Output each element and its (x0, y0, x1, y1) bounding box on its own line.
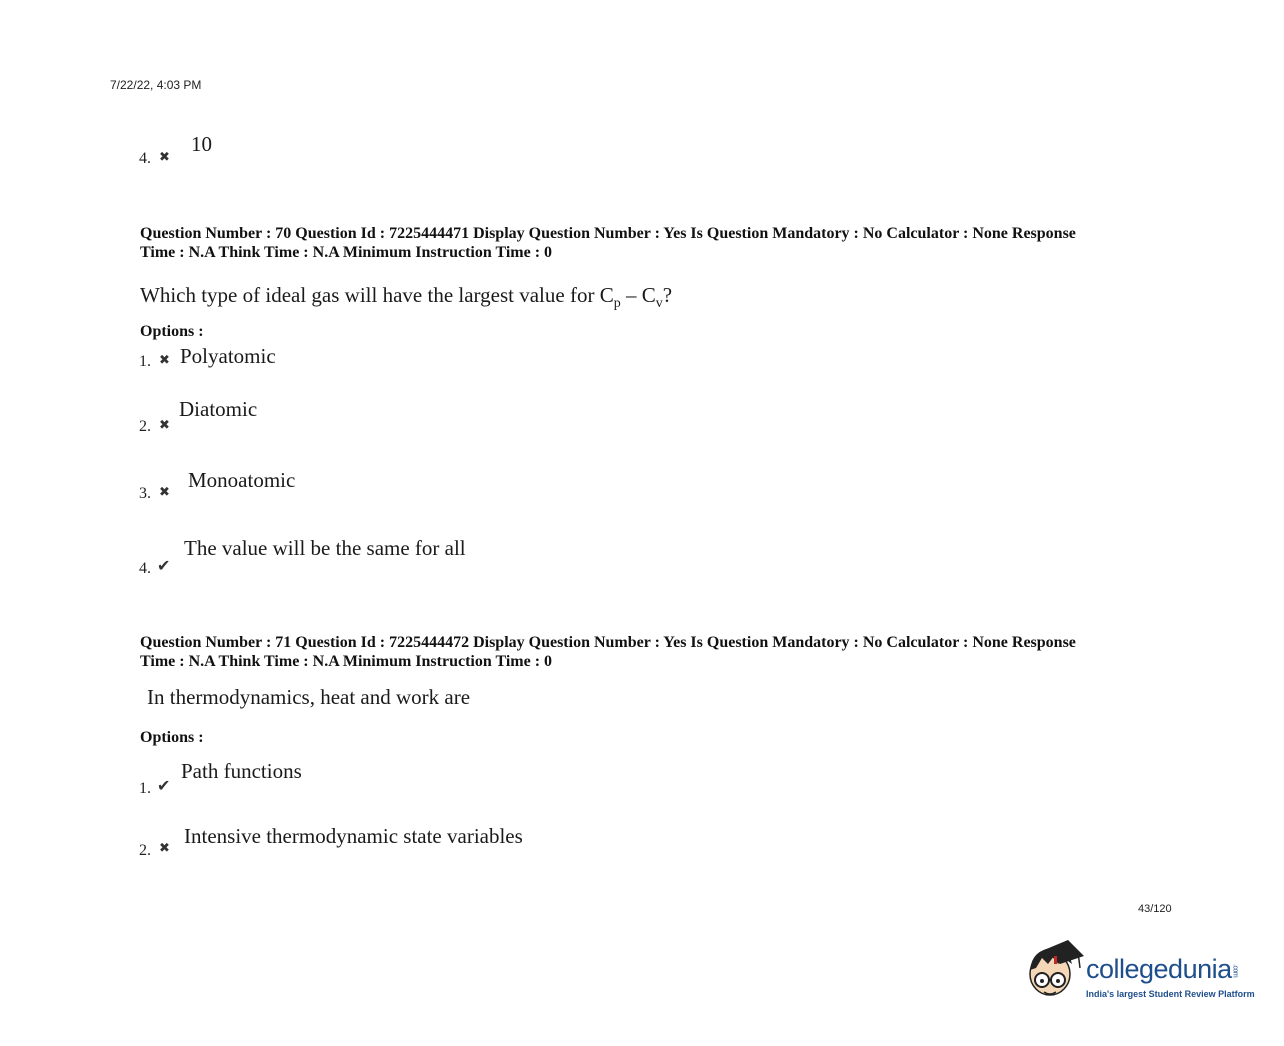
subscript-v: v (655, 296, 663, 312)
brand-tagline: India's largest Student Review Platform (1086, 989, 1255, 999)
question-meta-line: Time : N.A Think Time : N.A Minimum Instruction Time : 0 (140, 244, 553, 261)
question-text-part: – C (620, 283, 656, 307)
option-text: Monoatomic (188, 468, 296, 492)
question-text-part: Which type of ideal gas will have the largest value for C (140, 283, 614, 307)
brand-text: collegedunia (1086, 954, 1232, 984)
question-text-part: ? (662, 283, 673, 307)
print-timestamp: 7/22/22, 4:03 PM (110, 78, 202, 92)
option-number: 4. (139, 560, 151, 577)
cross-icon: ✖ (159, 417, 170, 432)
option-number: 2. (139, 418, 151, 435)
option-text: Path functions (181, 759, 302, 783)
option-text: The value will be the same for all (184, 536, 466, 560)
option-text: Intensive thermodynamic state variables (184, 824, 523, 848)
cross-icon: ✖ (159, 840, 170, 855)
option-number: 2. (139, 842, 151, 859)
question-meta-line: Question Number : 70 Question Id : 7225444471 Display Question Number : Yes Is Question Mandatory : No Calculator : None Response (140, 225, 1076, 242)
option-text: Diatomic (179, 397, 258, 421)
options-label: Options : (140, 729, 204, 746)
question-meta-line: Time : N.A Think Time : N.A Minimum Instruction Time : 0 (140, 653, 553, 670)
mascot-icon (1024, 940, 1084, 1008)
option-number: 3. (139, 485, 151, 502)
option-text: Polyatomic (180, 344, 276, 368)
question-meta (140, 633, 1180, 671)
cross-icon: ✖ (159, 149, 170, 164)
question-meta-line: Question Number : 71 Question Id : 7225444472 Display Question Number : Yes Is Question Mandatory : No Calculator : None Response (140, 634, 1076, 651)
options-label: Options : (140, 323, 204, 340)
cross-icon: ✖ (159, 484, 170, 499)
question-text: In thermodynamics, heat and work are (147, 685, 471, 709)
option-number: 1. (139, 353, 151, 370)
option-text: 10 (191, 132, 212, 156)
question-meta (140, 224, 1180, 262)
brand-suffix: .com (1231, 964, 1239, 978)
brand-name (1086, 954, 1239, 985)
check-icon: ✔ (157, 778, 171, 795)
collegedunia-logo (1024, 940, 1264, 1010)
page-number: 43/120 (1138, 903, 1172, 915)
question-text (140, 283, 672, 312)
option-number: 1. (139, 780, 151, 797)
cross-icon: ✖ (159, 352, 170, 367)
subscript-p: p (613, 296, 621, 312)
check-icon: ✔ (157, 558, 171, 575)
option-number: 4. (139, 150, 151, 167)
